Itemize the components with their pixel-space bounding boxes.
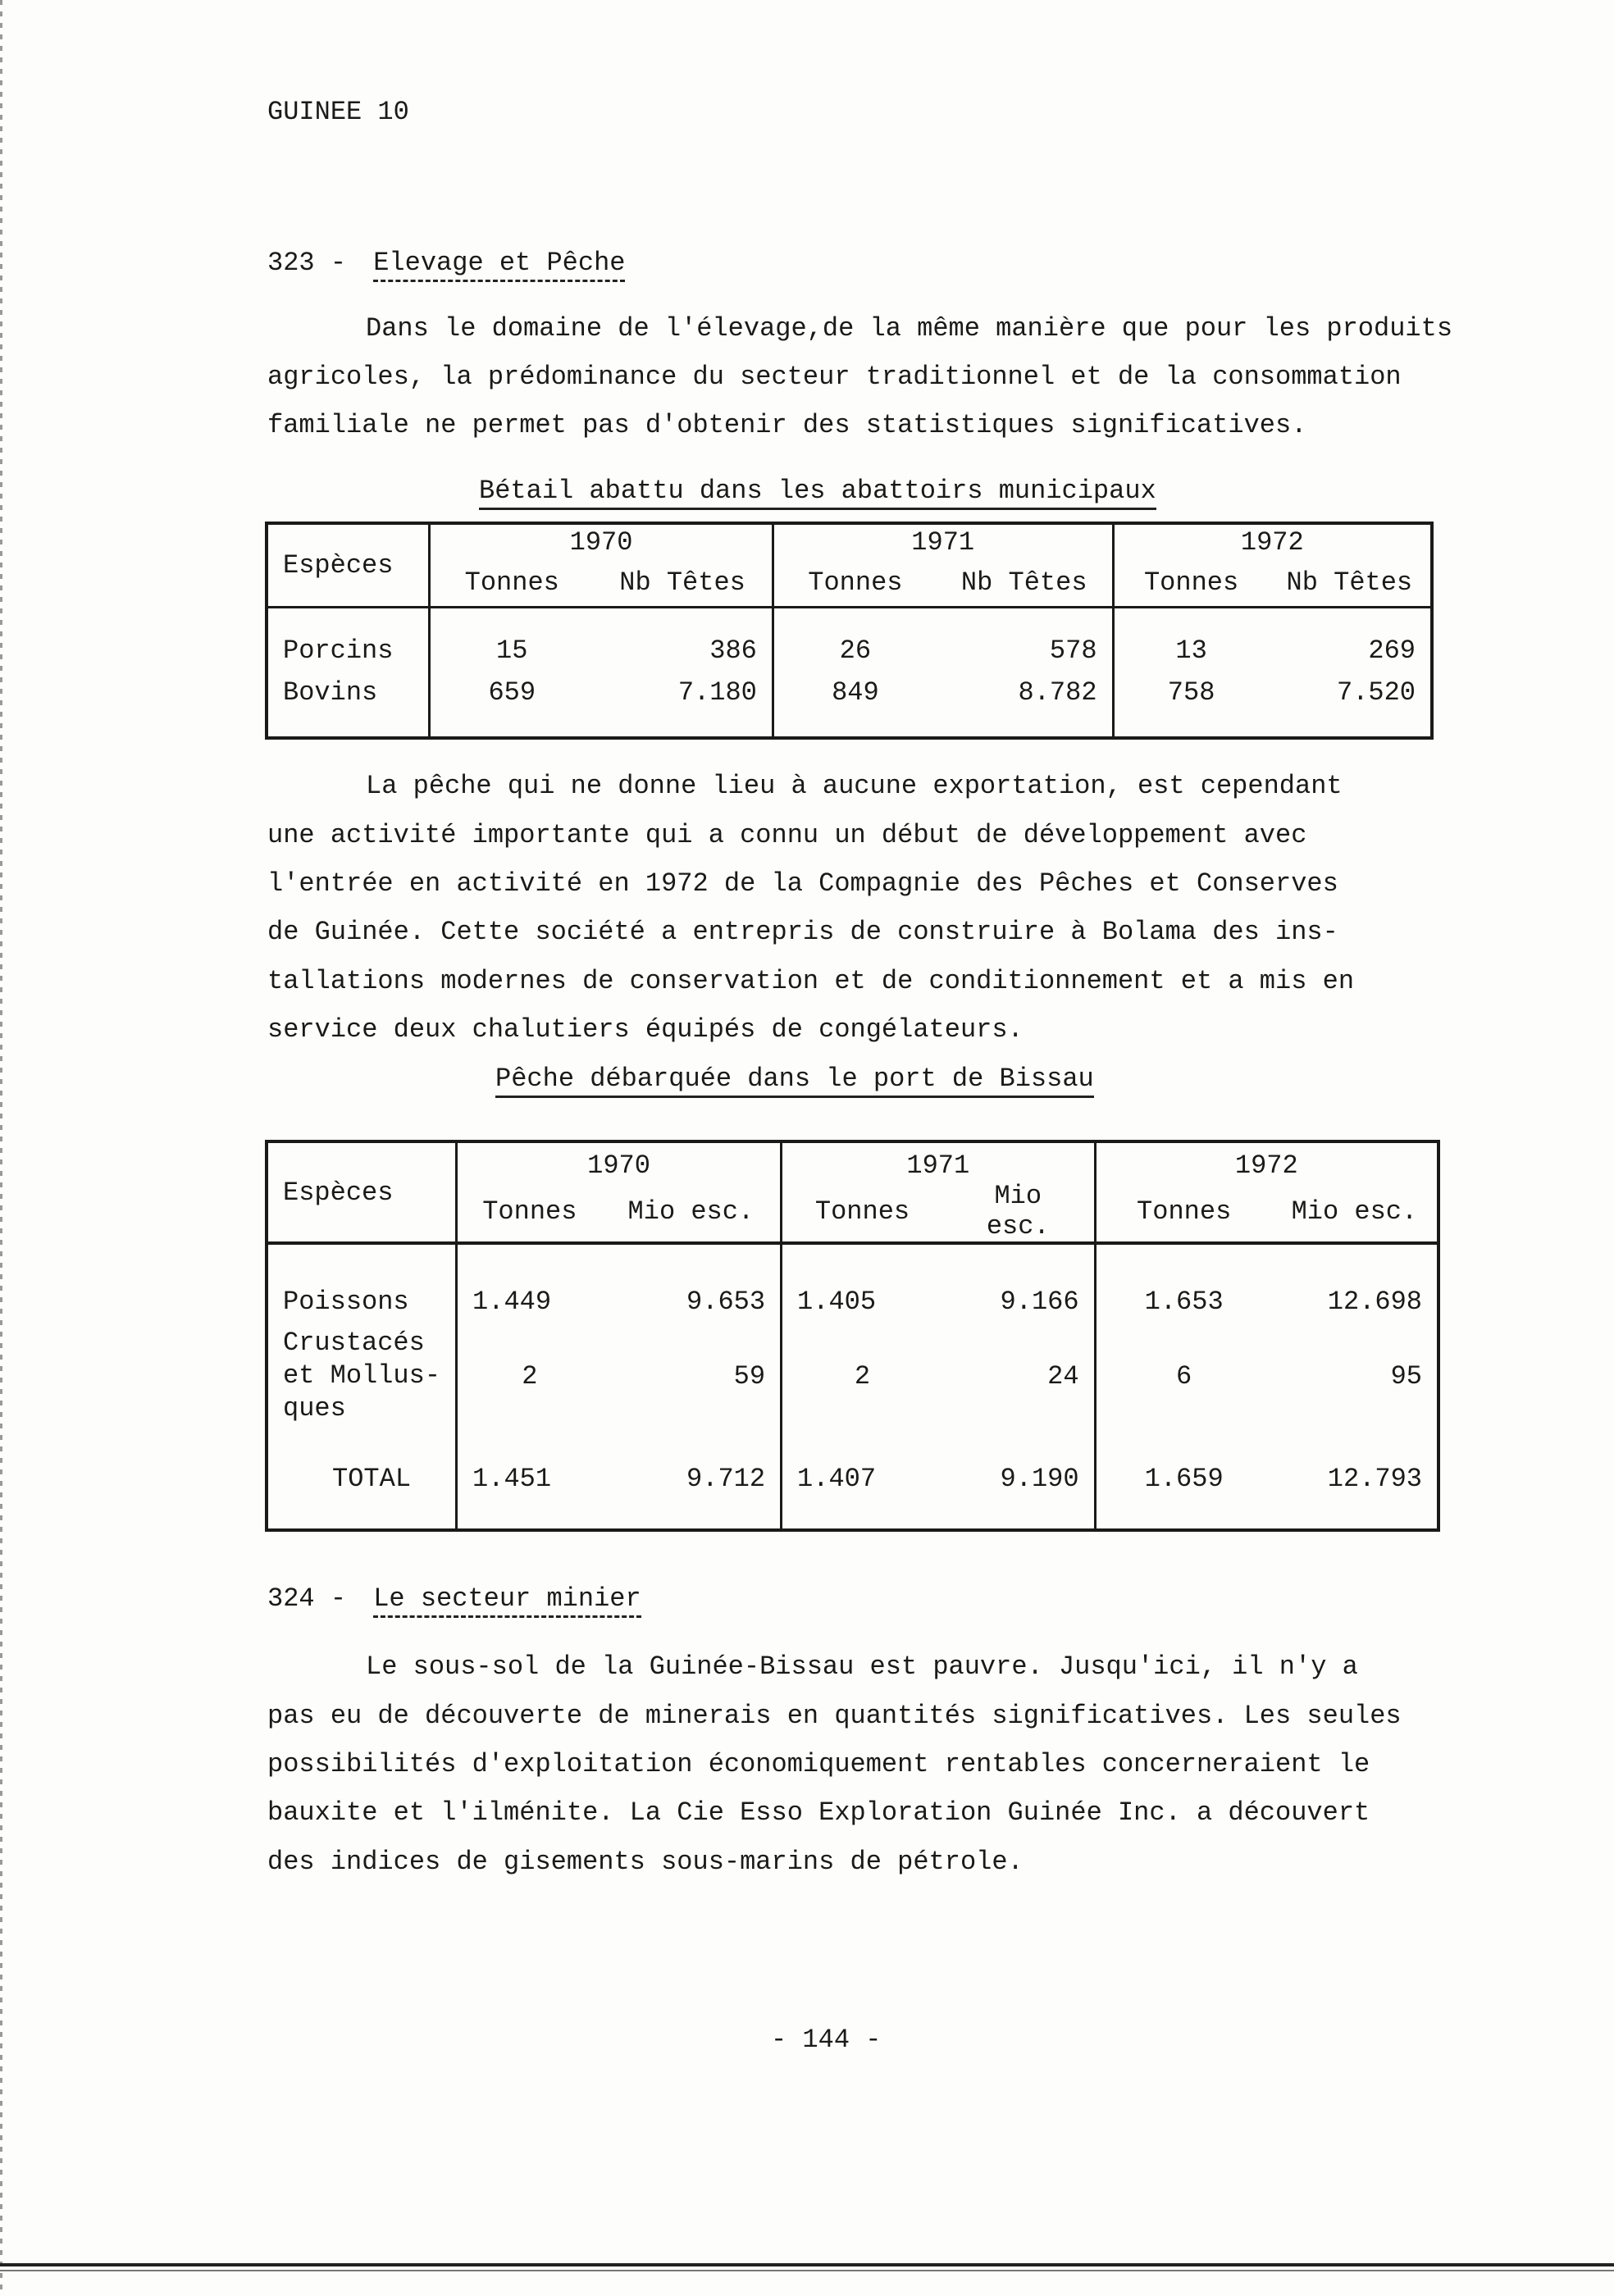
table2-species-header: Espèces (267, 1141, 457, 1243)
table1-year-1971: 1971 (773, 523, 1113, 559)
species-cell: Bovins (267, 671, 430, 738)
value-cell: 269 (1368, 636, 1416, 666)
value-cell: 12.793 (1327, 1463, 1422, 1494)
table1-col-tonnes: Tonnes (1113, 559, 1269, 607)
table1-col-nb-tetes: Nb Têtes (1269, 559, 1432, 607)
value-cell: 9.712 (602, 1428, 782, 1530)
value-cell: 9.653 (602, 1243, 782, 1323)
table1-subheader-row (267, 559, 1432, 607)
paragraph-line: familiale ne permet pas d'obtenir des statistiques significatives. (267, 410, 1307, 440)
value-cell: 2 (522, 1360, 538, 1392)
value-cell: 1.405 (797, 1287, 877, 1317)
table-row (267, 1243, 1438, 1323)
table2-col-tonnes: Tonnes (1095, 1181, 1272, 1243)
species-line: ques (283, 1393, 346, 1424)
value-cell: 386 (593, 607, 773, 671)
value-cell: 849 (832, 677, 879, 708)
table1-caption: Bétail abattu dans les abattoirs municipaux (479, 476, 1156, 510)
livestock-table (265, 522, 1434, 740)
paragraph-line: agricoles, la prédominance du secteur traditionnel et de la consommation (267, 362, 1402, 392)
table1-col-tonnes: Tonnes (773, 559, 937, 607)
value-cell: 1.653 (1144, 1287, 1224, 1317)
running-title: GUINEE 10 (267, 97, 409, 127)
value-cell: 95 (1390, 1360, 1422, 1392)
value-cell: 1.407 (797, 1463, 877, 1494)
value-cell: 1.451 (472, 1463, 552, 1494)
value-cell: 7.180 (593, 671, 773, 738)
page-number: - 144 - (771, 2025, 882, 2055)
paragraph-line: La pêche qui ne donne lieu à aucune exportation, est cependant (366, 771, 1343, 801)
value-cell: 1.659 (1144, 1463, 1224, 1494)
value-cell: 12.698 (1327, 1287, 1422, 1317)
paragraph-line: possibilités d'exploitation économiquement rentables concerneraient le (267, 1749, 1370, 1779)
table2-caption: Pêche débarquée dans le port de Bissau (495, 1064, 1094, 1098)
table2-year-row (267, 1141, 1438, 1181)
value-cell: 6 (1176, 1360, 1192, 1392)
bottom-rule-secondary (0, 2270, 1614, 2271)
paragraph-line: tallations modernes de conservation et de conditionnement et a mis en (267, 966, 1355, 996)
value-cell: 2 (854, 1360, 871, 1392)
value-cell: 9.190 (942, 1428, 1095, 1530)
section-324-title: Le secteur minier (373, 1583, 641, 1618)
table-row (267, 607, 1432, 671)
species-line: et Mollus- (283, 1360, 441, 1391)
table2-year-1972: 1972 (1234, 1150, 1298, 1181)
scan-edge-artifact (0, 0, 2, 2296)
species-cell: Poissons (267, 1243, 457, 1323)
section-323-number: 323 - (267, 248, 347, 278)
section-324-heading (267, 1583, 641, 1614)
paragraph-line: bauxite et l'ilménite. La Cie Esso Exploration Guinée Inc. a découvert (267, 1797, 1370, 1828)
table1-col-nb-tetes: Nb Têtes (593, 559, 773, 607)
paragraph-line: de Guinée. Cette société a entrepris de construire à Bolama des ins- (267, 917, 1338, 947)
paragraph-line: des indices de gisements sous-marins de pétrole. (267, 1847, 1024, 1877)
bottom-rule (0, 2263, 1614, 2266)
table1-year-row (267, 523, 1432, 559)
section-324-number: 324 - (267, 1583, 347, 1614)
value-cell: 59 (602, 1323, 782, 1428)
paragraph-line: une activité importante qui a connu un début de développement avec (267, 820, 1307, 850)
table1-col-nb-tetes: Nb Têtes (937, 559, 1113, 607)
value-cell: 758 (1167, 677, 1215, 708)
table2-year-1971: 1971 (782, 1141, 1096, 1181)
paragraph-line: pas eu de découverte de minerais en quantités significatives. Les seules (267, 1701, 1402, 1731)
table1-year-1972: 1972 (1240, 526, 1304, 558)
table1-col-tonnes: Tonnes (430, 559, 594, 607)
value-cell: 24 (942, 1323, 1095, 1428)
value-cell: 13 (1175, 636, 1207, 666)
table2-col-tonnes: Tonnes (782, 1181, 942, 1243)
table-row (267, 1323, 1438, 1428)
value-cell: 15 (496, 636, 528, 666)
value-cell: 7.520 (1336, 677, 1416, 708)
table2-year-1970: 1970 (457, 1141, 782, 1181)
species-line: Crustacés (283, 1328, 425, 1358)
value-cell: 1.449 (472, 1287, 552, 1317)
table-row (267, 671, 1432, 738)
table1-species-header: Espèces (267, 523, 430, 607)
value-cell: 8.782 (937, 671, 1113, 738)
table2-col-mio-esc: Mio esc. (942, 1181, 1095, 1243)
table2-col-mio-esc: Mio esc. (602, 1181, 782, 1243)
table1-year-1970: 1970 (430, 523, 773, 559)
table2-col-mio-esc: Mio esc. (1272, 1181, 1438, 1243)
species-cell: Porcins (267, 607, 430, 671)
paragraph-line: service deux chalutiers équipés de congélateurs. (267, 1014, 1024, 1045)
table2-col-tonnes: Tonnes (457, 1181, 602, 1243)
section-323-heading (267, 248, 625, 278)
species-cell (267, 1323, 457, 1428)
paragraph-line: Dans le domaine de l'élevage,de la même manière que pour les produits (366, 313, 1453, 344)
total-label: TOTAL (267, 1428, 457, 1530)
value-cell: 578 (937, 607, 1113, 671)
value-cell: 9.166 (942, 1243, 1095, 1323)
paragraph-line: l'entrée en activité en 1972 de la Compagnie des Pêches et Conserves (267, 868, 1338, 899)
section-323-title: Elevage et Pêche (373, 248, 625, 282)
value-cell: 659 (488, 677, 536, 708)
fishing-table (265, 1140, 1440, 1532)
table-row (267, 1428, 1438, 1530)
paragraph-line: Le sous-sol de la Guinée-Bissau est pauvre. Jusqu'ici, il n'y a (366, 1651, 1358, 1682)
value-cell: 26 (839, 636, 872, 666)
